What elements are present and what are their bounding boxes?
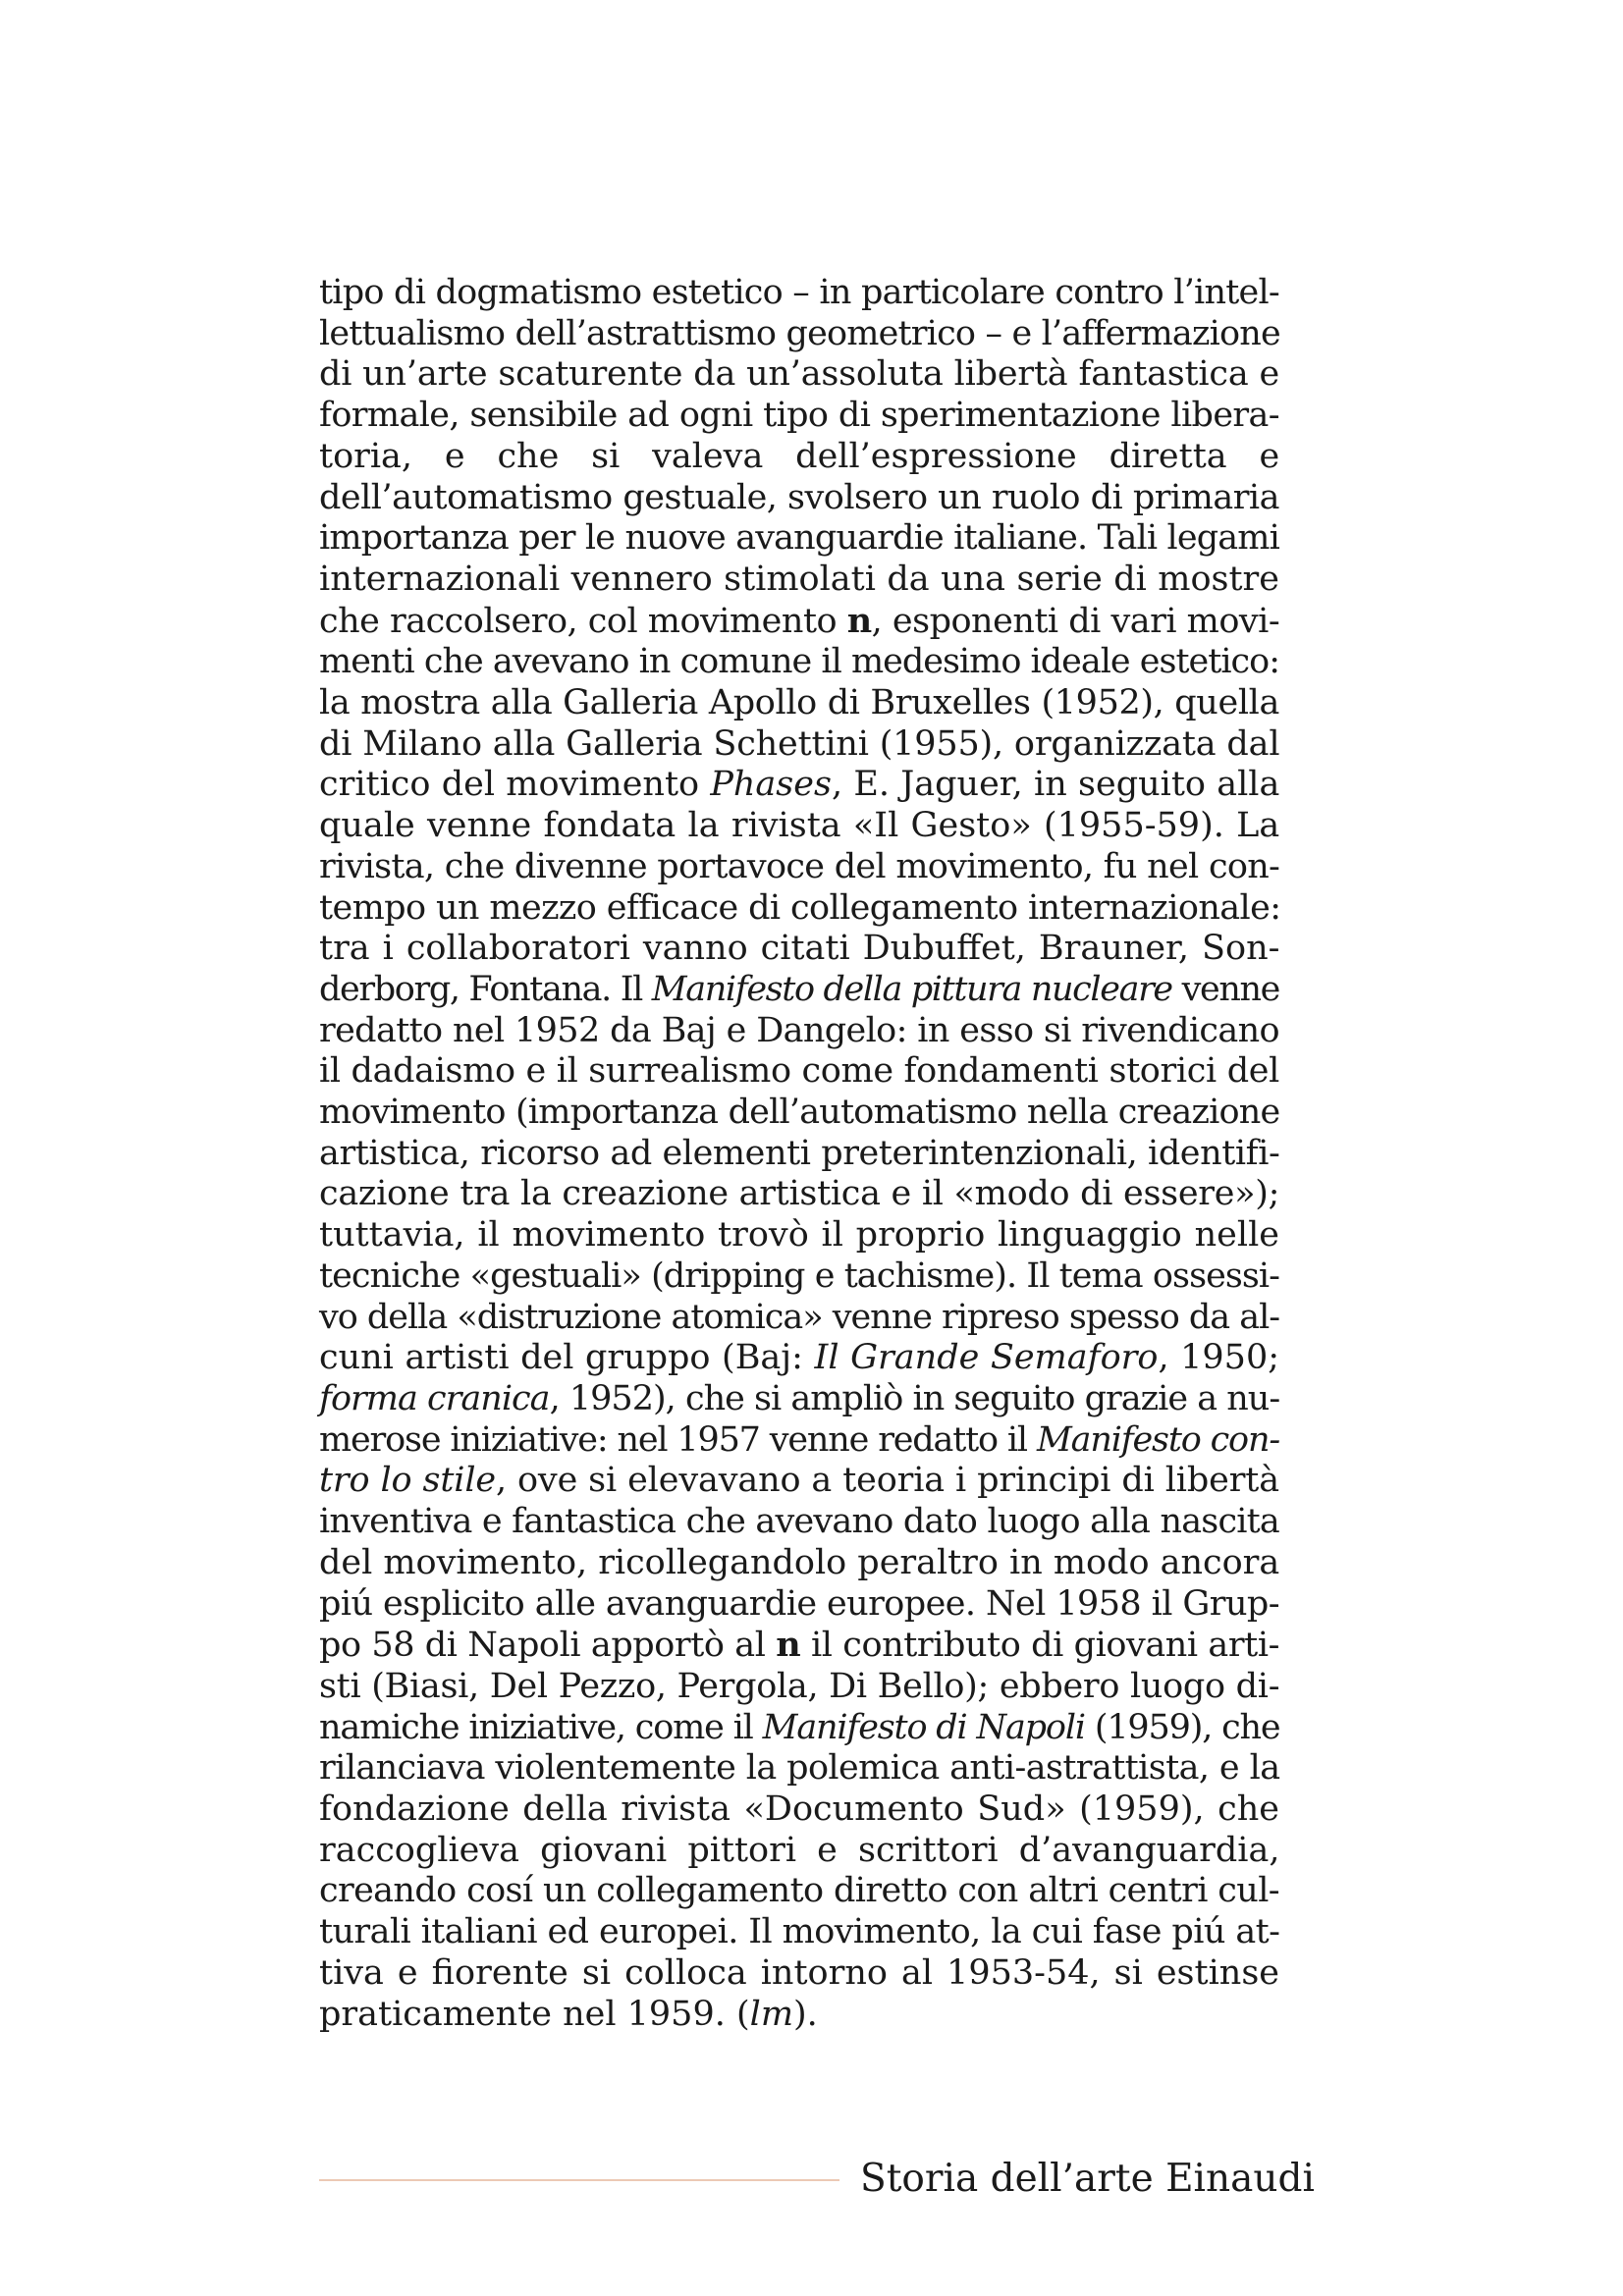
italic-text: Manifesto della pittura nucleare [651,969,1172,1009]
text-segment: di un’arte scaturente da un’assoluta libertà fantastica e [319,354,1279,395]
text-line [319,1543,1279,1584]
text-line [319,1789,1279,1831]
text-line [319,1912,1279,1953]
text-segment: tipo di dogmatismo estetico – in particolare contro l’intel- [319,273,1279,312]
text-line [319,847,1279,888]
text-line [319,396,1279,437]
text-segment: tra i collaboratori vanno citati Dubuffet, Brauner, Son- [319,929,1280,969]
text-line [319,1625,1279,1667]
text-line [319,354,1279,396]
text-segment: turali italiani ed europei. Il movimento, la cui fase piú at- [319,1912,1280,1952]
text-segment: vo della «distruzione atomica» venne ripreso spesso da al- [319,1297,1280,1337]
text-segment: che raccolsero, col movimento [319,601,847,641]
text-segment: raccoglieva giovani pittori e scrittori d’avanguardia, [319,1830,1280,1870]
text-segment: dell’automatismo gestuale, svolsero un ruolo di primaria [319,477,1279,517]
text-segment: , E. Jaguer, in seguito alla [831,765,1280,805]
text-segment: lettualismo dell’astrattismo geometrico – e l’affermazione [319,313,1280,353]
italic-text: Il Grande Semaforo [814,1338,1159,1378]
text-line [319,929,1279,970]
text-segment: menti che avevano in comune il medesimo ideale estetico: [319,642,1279,682]
text-segment: creando cosí un collegamento diretto con altri centri cul- [319,1871,1279,1911]
text-segment: artistica, ricorso ad elementi preterintenzionali, identifi- [319,1133,1280,1173]
text-line [319,806,1279,847]
text-line [319,1667,1279,1708]
text-segment: toria, e che si valeva dell’espressione diretta e [319,436,1280,476]
text-segment: fondazione della rivista «Documento Sud» (1959), che [319,1789,1279,1830]
text-segment: , 1950; [1158,1338,1280,1378]
text-segment: , esponenti di vari movi- [871,601,1280,641]
italic-text: forma cranica [319,1378,550,1418]
bold-text: n [846,600,872,641]
text-segment: (1959), che [1084,1707,1280,1747]
text-segment: namiche iniziative, come il [319,1707,763,1747]
text-segment: redatto nel 1952 da Baj e Dangelo: in esso si rivendicano [319,1010,1279,1050]
text-segment: rivista, che divenne portavoce del movimento, fu nel con- [319,846,1280,886]
text-line [319,1953,1279,1995]
text-line [319,314,1279,355]
text-line [319,1298,1279,1339]
text-segment: internazionali vennero stimolati da una serie di mostre [319,559,1279,599]
text-line [319,683,1279,724]
text-line [319,765,1279,806]
text-line [319,1831,1279,1872]
text-line [319,1215,1279,1256]
text-segment: inventiva e fantastica che avevano dato luogo alla nascita [319,1502,1279,1542]
text-segment: movimento (importanza dell’automatismo nella creazione [319,1093,1280,1133]
footer-divider [319,2179,839,2181]
text-line [319,1584,1279,1626]
italic-text: Manifesto con- [1036,1419,1279,1460]
text-segment: ). [793,1994,818,2034]
text-segment: tiva e fiorente si colloca intorno al 1953-54, si estinse [319,1952,1279,1993]
text-line [319,1420,1279,1462]
text-line [319,1093,1279,1134]
text-segment: il contributo di giovani arti- [800,1626,1279,1666]
text-segment: tempo un mezzo efficace di collegamento internazionale: [319,887,1281,928]
bold-text: n [776,1625,801,1666]
text-line [319,273,1279,314]
italic-text: Phases [710,765,832,805]
text-segment: tuttavia, il movimento trovò il proprio linguaggio nelle [319,1215,1279,1255]
text-line [319,478,1279,519]
text-segment: derborg, Fontana. Il [319,969,652,1009]
text-segment: cuni artisti del gruppo (Baj: [319,1338,815,1378]
text-line [319,1502,1279,1543]
text-segment: rilanciava violentemente la polemica anti-astrattista, e la [319,1748,1280,1789]
footer-publisher-title: Storia dell’arte Einaudi [860,2157,1315,2201]
text-line [319,1174,1279,1215]
text-line [319,1256,1279,1298]
text-segment: importanza per le nuove avanguardie italiane. Tali legami [319,518,1279,559]
text-line [319,1338,1279,1379]
text-segment: merose iniziative: nel 1957 venne redatto il [319,1419,1037,1460]
text-segment: del movimento, ricollegandolo peraltro in modo ancora [319,1542,1280,1582]
text-line [319,560,1279,601]
text-line [319,1871,1279,1912]
text-line [319,970,1279,1011]
text-segment: praticamente nel 1959. ( [319,1994,750,2034]
italic-text: tro lo stile [319,1461,496,1501]
text-line [319,601,1279,643]
text-line [319,1995,1279,2036]
text-line [319,1379,1279,1420]
text-line [319,1011,1279,1052]
text-line [319,888,1279,930]
text-segment: venne [1171,969,1280,1009]
text-line [319,1051,1279,1093]
text-segment: po 58 di Napoli apportò al [319,1626,777,1666]
text-segment: piú esplicito alle avanguardie europee. Nel 1958 il Grup- [319,1583,1279,1624]
text-line [319,642,1279,683]
text-line [319,1708,1279,1749]
article-body [319,273,1279,2035]
text-line [319,1461,1279,1502]
text-segment: tecniche «gestuali» (dripping e tachisme). Il tema ossessi- [319,1255,1279,1296]
text-segment: cazione tra la creazione artistica e il «modo di essere»); [319,1174,1280,1214]
text-segment: , ove si elevavano a teoria i principi di libertà [495,1461,1279,1501]
italic-text: Manifesto di Napoli [762,1707,1085,1747]
text-line [319,724,1279,766]
text-segment: , 1952), che si ampliò in seguito grazie a nu- [549,1378,1280,1418]
text-segment: la mostra alla Galleria Apollo di Bruxelles (1952), quella [319,683,1279,723]
text-segment: di Milano alla Galleria Schettini (1955), organizzata dal [319,723,1280,764]
italic-text: lm [749,1994,794,2034]
text-segment: il dadaismo e il surrealismo come fondamenti storici del [319,1051,1279,1092]
text-line [319,437,1279,478]
text-segment: sti (Biasi, Del Pezzo, Pergola, Di Bello); ebbero luogo di- [319,1666,1280,1706]
text-line [319,518,1279,560]
text-line [319,1748,1279,1789]
text-segment: quale venne fondata la rivista «Il Gesto» (1955-59). La [319,806,1280,846]
text-line [319,1134,1279,1175]
text-segment: critico del movimento [319,765,711,805]
text-segment: formale, sensibile ad ogni tipo di sperimentazione libera- [319,396,1279,436]
